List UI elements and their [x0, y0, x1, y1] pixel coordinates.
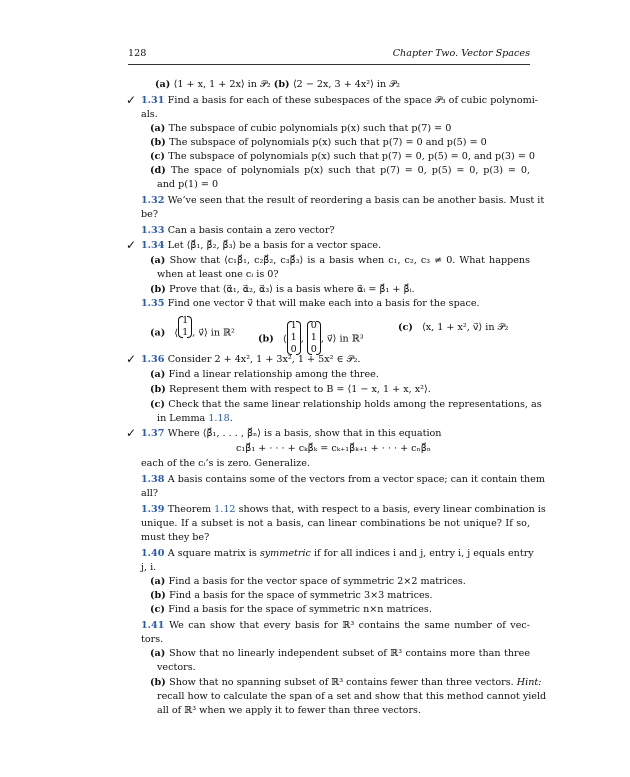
- text-line: [141, 94, 538, 108]
- text-line: [150, 647, 530, 661]
- body-text: The subspace of polynomials p(x) such that p(7) = 0, p(5) = 0, and p(3) = 0: [168, 151, 536, 162]
- vector-entry: 1: [310, 332, 317, 343]
- text-line: [141, 547, 534, 561]
- text-line: [141, 194, 545, 208]
- header-rule: [128, 64, 530, 65]
- exercise-number: 1.38: [141, 474, 168, 485]
- page-header: [128, 47, 530, 61]
- cross-reference-link[interactable]: 1.12: [214, 504, 236, 515]
- text-line: [141, 427, 441, 441]
- vector-entry: 1: [182, 315, 189, 326]
- text-line: [150, 383, 431, 397]
- vector-entry: 1: [290, 320, 297, 331]
- option-b: [258, 321, 364, 357]
- vector-entry: 0: [310, 344, 317, 355]
- exercise-number: 1.41: [141, 620, 170, 631]
- body-text: tors.: [141, 634, 164, 645]
- exercise-number: 1.36: [141, 354, 168, 365]
- text-line: [141, 208, 158, 222]
- body-text: and p(1) = 0: [157, 179, 219, 190]
- body-text: Theorem: [167, 504, 215, 515]
- body-text: Where ⟨β⃗₁, . . . , β⃗ₙ⟩ is a basis, show that in this equation: [167, 428, 442, 439]
- part-label: (b): [150, 384, 170, 395]
- exercise-number: 1.39: [141, 504, 168, 515]
- body-text: ⟨2 − 2x, 3 + 4x²⟩ in 𝒫₂: [292, 79, 400, 90]
- body-text: als.: [141, 109, 158, 120]
- body-text: Show that ⟨c₁β⃗₁, c₂β⃗₂, c₃β⃗₃⟩ is a basis when c₁, c₂, c₃ ≠ 0. What happens: [169, 255, 531, 266]
- body-text: The space of polynomials p(x) such that p(7) = 0, p(5) = 0, p(3) = 0,: [170, 165, 530, 176]
- text-line: [157, 690, 547, 704]
- option-a-label: (a): [150, 327, 166, 339]
- text-line: [141, 473, 545, 487]
- body-text: vectors.: [157, 662, 196, 673]
- text-line: [157, 704, 421, 718]
- text-line: [141, 108, 158, 122]
- part-label: (c): [150, 604, 169, 615]
- checkmark-icon: ✓: [126, 352, 137, 366]
- body-text: Find a basis for the space of symmetric 3×3 matrices.: [169, 590, 433, 601]
- body-text: Show that no linearly independent subset of ℝ³ contains more than three: [169, 648, 531, 659]
- body-text: Find one vector v⃗ that will make each into a basis for the space.: [167, 298, 480, 309]
- option-c-label: (c): [398, 322, 413, 333]
- body-text: ⟨1 + x, 1 + 2x⟩ in 𝒫₂: [173, 79, 274, 90]
- column-vector: [307, 320, 321, 356]
- body-text: all?: [141, 488, 158, 499]
- emphasis-text: symmetric: [259, 548, 311, 559]
- text-line: [150, 164, 530, 178]
- text-line: [141, 239, 381, 253]
- body-text: Find a linear relationship among the three.: [168, 369, 379, 380]
- part-label: (a): [150, 576, 169, 587]
- vector-entry: 1: [290, 332, 297, 343]
- body-text: Check that the same linear relationship holds among the representations, as: [168, 399, 542, 410]
- option-a: [150, 315, 235, 345]
- vector-entry: 0: [290, 344, 297, 355]
- text-line: [141, 619, 530, 633]
- comma: ,: [300, 333, 304, 345]
- checkmark-icon: ✓: [126, 426, 137, 440]
- text-line: [157, 178, 218, 192]
- text-line: [150, 575, 466, 589]
- text-line: [150, 603, 432, 617]
- text-line: [141, 487, 158, 501]
- vector-entry: 0: [310, 320, 317, 331]
- text-line: [141, 517, 530, 531]
- body-text: shows that, with respect to a basis, every linear combination is: [235, 504, 546, 515]
- text-line: [141, 531, 209, 545]
- text-line: [141, 561, 156, 575]
- angle-open: ⟨: [174, 327, 179, 339]
- option-a-tail: , v⃗⟩ in ℝ²: [192, 327, 235, 339]
- text-line: [141, 457, 310, 471]
- body-text: Find a basis for each of these subespaces of the space 𝒫₃ of cubic polynomi-: [167, 95, 538, 106]
- body-text: all of ℝ³ when we apply it to fewer than three vectors.: [157, 705, 422, 716]
- body-text: A square matrix is: [167, 548, 260, 559]
- body-text: Represent them with respect to B = ⟨1 − x, 1 + x, x²⟩.: [169, 384, 431, 395]
- exercise-number: 1.32: [141, 195, 168, 206]
- part-label: (a): [150, 648, 170, 659]
- text-line: [157, 268, 279, 282]
- text-line: [150, 136, 487, 150]
- exercise-number: 1.35: [141, 298, 168, 309]
- text-line: [150, 398, 542, 412]
- exercise-number: 1.37: [141, 428, 168, 439]
- angle-open: ⟨: [282, 333, 287, 345]
- part-label: (a): [150, 123, 169, 134]
- text-line: [141, 633, 163, 647]
- body-text: Find a basis for the vector space of symmetric 2×2 matrices.: [168, 576, 466, 587]
- exercise-number: 1.40: [141, 548, 168, 559]
- body-text: We’ve seen that the result of reordering a basis can be another basis. Must it: [167, 195, 545, 206]
- body-text: The subspace of cubic polynomials p(x) such that p(7) = 0: [168, 123, 452, 134]
- body-text: be?: [141, 209, 158, 220]
- checkmark-icon: ✓: [126, 93, 137, 107]
- text-line: [150, 150, 535, 164]
- text-line: [141, 297, 480, 311]
- text-line: [157, 661, 196, 675]
- body-text: recall how to calculate the span of a set and show that this method cannot yield: [157, 691, 547, 702]
- cross-reference-link[interactable]: 1.18: [208, 413, 230, 424]
- text-line: [141, 224, 335, 238]
- part-label: (b): [150, 590, 170, 601]
- exercise-number: 1.34: [141, 240, 168, 251]
- text-line: [141, 503, 546, 517]
- text-line: [150, 283, 415, 297]
- body-text: Can a basis contain a zero vector?: [167, 225, 335, 236]
- page-number: 128: [128, 48, 147, 59]
- body-text: each of the cᵢ’s is zero. Generalize.: [141, 458, 310, 469]
- option-c: [398, 321, 508, 335]
- body-text: We can show that every basis for ℝ³ contains the same number of vec-: [169, 620, 530, 631]
- body-text: The subspace of polynomials p(x) such that p(7) = 0 and p(5) = 0: [169, 137, 487, 148]
- text-line: [150, 368, 379, 382]
- body-text: Consider 2 + 4x², 1 + 3x², 1 + 5x² ∈ 𝒫₂.: [167, 354, 361, 365]
- exercise-number: 1.31: [141, 95, 168, 106]
- text-line: [150, 122, 451, 136]
- body-text: if for all indices i and j, entry i, j equals entry: [310, 548, 534, 559]
- text-line: [150, 676, 542, 690]
- body-text: c₁β⃗₁ + · · · + cₖβ⃗ₖ = cₖ₊₁β⃗ₖ₊₁ + · · · + cₙβ⃗ₙ: [236, 443, 431, 454]
- text-line: [150, 254, 530, 268]
- body-text: Let ⟨β⃗₁, β⃗₂, β⃗₃⟩ be a basis for a vector space.: [167, 240, 382, 251]
- exercise-number: 1.33: [141, 225, 168, 236]
- body-text: when at least one cᵢ is 0?: [157, 269, 279, 280]
- body-text: Show that no spanning subset of ℝ³ contains fewer than three vectors.: [169, 677, 517, 688]
- part-label: (c): [150, 399, 169, 410]
- part-label: (b): [150, 137, 170, 148]
- column-vector: [287, 320, 301, 356]
- body-text: j, i.: [141, 562, 157, 573]
- option-b-label: (b): [258, 333, 274, 345]
- column-vector: [178, 315, 192, 339]
- part-label: (b): [150, 677, 170, 688]
- body-text: unique. If a subset is not a basis, can linear combinations be not unique? If so,: [141, 518, 530, 529]
- checkmark-icon: ✓: [126, 238, 137, 252]
- body-text: Prove that ⟨α⃗₁, α⃗₂, α⃗₃⟩ is a basis where α⃗ᵢ = β⃗₁ + β⃗ᵢ.: [169, 284, 415, 295]
- option-b-tail: , v⃗⟩ in ℝ³: [320, 333, 364, 345]
- text-line: [150, 589, 433, 603]
- body-text: A basis contains some of the vectors from a vector space; can it contain them: [167, 474, 545, 485]
- body-text: Find a basis for the space of symmetric n×n matrices.: [168, 604, 432, 615]
- part-label: (c): [150, 151, 169, 162]
- body-text: must they be?: [141, 532, 210, 543]
- vector-entry: 1: [182, 327, 189, 338]
- part-label: (d): [150, 165, 171, 176]
- part-label: (b): [150, 284, 170, 295]
- emphasis-text: Hint:: [516, 677, 542, 688]
- chapter-title: Chapter Two. Vector Spaces: [392, 48, 530, 59]
- body-text: .: [229, 413, 233, 424]
- text-line: [157, 412, 233, 426]
- option-c-text: ⟨x, 1 + x², v⃗⟩ in 𝒫₂: [421, 322, 509, 333]
- part-label: (a): [155, 79, 174, 90]
- text-line: [155, 78, 400, 92]
- part-label: (b): [273, 79, 293, 90]
- part-label: (a): [150, 369, 169, 380]
- part-label: (a): [150, 255, 170, 266]
- text-line: [236, 442, 431, 456]
- body-text: in Lemma: [157, 413, 209, 424]
